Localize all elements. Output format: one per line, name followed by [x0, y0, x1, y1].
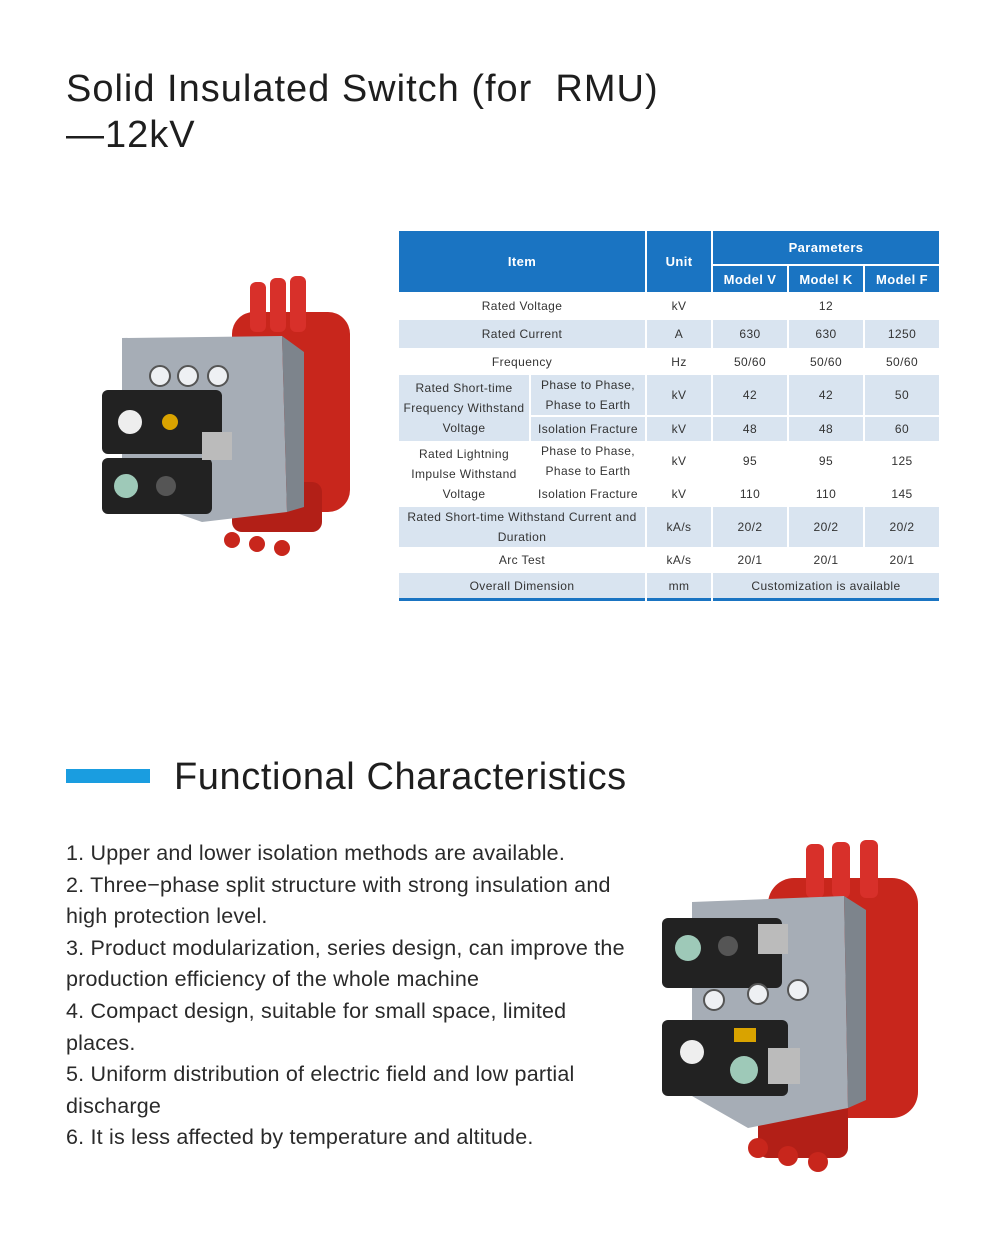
table-row — [399, 292, 939, 320]
header-unit: Unit — [647, 231, 711, 292]
cell-value: 20/1 — [737, 553, 763, 567]
table-row — [399, 441, 939, 481]
page-title — [66, 66, 659, 158]
cell-item: Rated Lightning Impulse Withstand Voltage — [411, 447, 517, 501]
cell-item: Frequency — [491, 354, 553, 369]
cell-value: 95 — [818, 454, 834, 468]
cell-value: 125 — [891, 454, 913, 468]
list-item: 3. Product modularization, series design, can improve the production efficiency of the whole machine — [66, 935, 625, 992]
list-item: 1. Upper and lower isolation methods are available. — [66, 841, 566, 865]
cell-value: 630 — [713, 320, 787, 348]
table-row — [399, 573, 939, 601]
cell-item: Rated Voltage — [481, 299, 563, 313]
cell-item: Overall Dimension — [399, 573, 645, 601]
table-row — [399, 507, 939, 547]
cell-value: Customization is available — [713, 573, 939, 601]
table-row — [399, 348, 939, 375]
cell-value: 1250 — [865, 320, 939, 348]
cell-value: 20/1 — [813, 553, 839, 567]
cell-unit: kV — [671, 454, 687, 468]
cell-subitem: Isolation Fracture — [531, 415, 645, 441]
cell-unit: Hz — [671, 354, 687, 369]
cell-item: Rated Current — [399, 320, 645, 348]
title-line-1: Solid Insulated Switch (for RMU) — [66, 68, 659, 110]
cell-value: 50/60 — [809, 354, 843, 369]
title-line-2: —12kV — [66, 114, 196, 156]
cell-value: 110 — [739, 487, 761, 501]
cell-unit: kV — [671, 299, 687, 313]
cell-value: 48 — [789, 415, 863, 441]
header-item: Item — [399, 231, 645, 292]
table-row — [399, 320, 939, 348]
cell-subitem: Isolation Fracture — [538, 487, 638, 501]
section-title: Functional Characteristics — [174, 756, 627, 798]
parameters-table — [397, 231, 941, 601]
list-item: 5. Uniform distribution of electric field and low partial discharge — [66, 1062, 575, 1118]
section-accent-bar — [66, 769, 150, 783]
cell-value: 50 — [865, 375, 939, 415]
cell-value: 630 — [789, 320, 863, 348]
feature-list — [66, 838, 636, 1154]
cell-unit: kA/s — [647, 507, 711, 547]
table-row — [399, 375, 939, 415]
header-model-k: Model K — [789, 264, 863, 292]
cell-unit: mm — [647, 573, 711, 601]
cell-value: 60 — [865, 415, 939, 441]
table-row — [399, 547, 939, 573]
cell-unit: kA/s — [666, 553, 692, 567]
cell-value: 20/2 — [789, 507, 863, 547]
cell-unit: kV — [647, 415, 711, 441]
cell-item: Rated Short-time Frequency Withstand Voltage — [399, 375, 529, 441]
cell-value: 50/60 — [733, 354, 767, 369]
cell-value: 20/2 — [865, 507, 939, 547]
list-item: 6. It is less affected by temperature and altitude. — [66, 1125, 534, 1150]
cell-unit: A — [647, 320, 711, 348]
list-item: 4. Compact design, suitable for small space, limited places. — [66, 998, 567, 1055]
cell-value: 12 — [818, 299, 834, 313]
cell-unit: kV — [647, 375, 711, 415]
cell-value: 48 — [713, 415, 787, 441]
cell-subitem: Phase to Phase, Phase to Earth — [540, 444, 636, 478]
cell-unit: kV — [671, 487, 687, 501]
list-item: 2. Three−phase split structure with strong insulation and high protection level. — [66, 872, 611, 929]
cell-value: 95 — [742, 454, 758, 468]
header-parameters: Parameters — [713, 231, 939, 264]
header-model-v: Model V — [713, 264, 787, 292]
switch-product-image — [82, 272, 364, 572]
cell-value: 145 — [891, 487, 913, 501]
cell-value: 50/60 — [885, 354, 919, 369]
cell-value: 20/1 — [889, 553, 915, 567]
switch-product-image-2 — [648, 838, 938, 1176]
cell-subitem: Phase to Phase, Phase to Earth — [531, 375, 645, 415]
cell-value: 42 — [789, 375, 863, 415]
header-model-f: Model F — [865, 264, 939, 292]
cell-value: 20/2 — [713, 507, 787, 547]
cell-item: Rated Short-time Withstand Current and Duration — [399, 507, 645, 547]
cell-item: Arc Test — [498, 553, 546, 567]
cell-value: 110 — [815, 487, 837, 501]
cell-value: 42 — [713, 375, 787, 415]
